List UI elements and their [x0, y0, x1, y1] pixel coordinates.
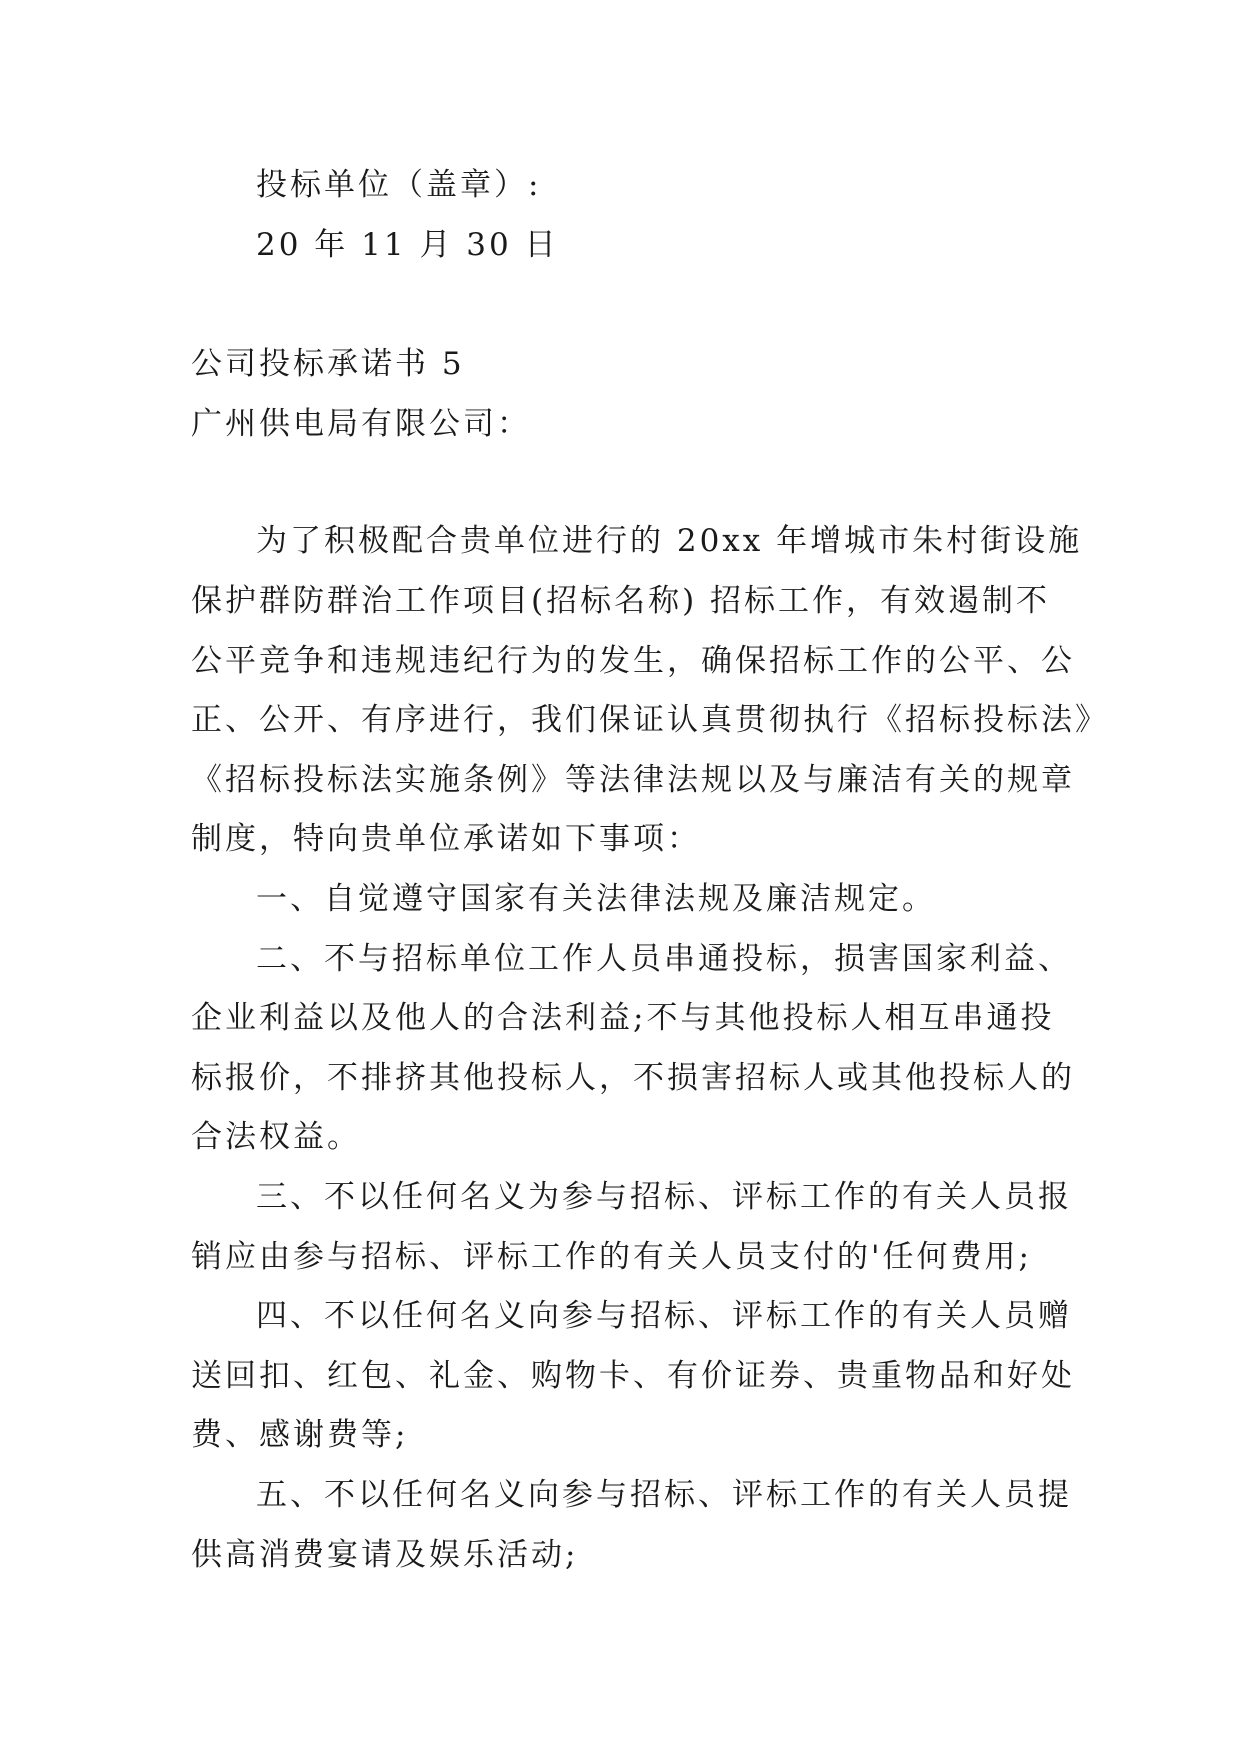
commitment-item-2: 二、不与招标单位工作人员串通投标，损害国家利益、: [256, 941, 1072, 977]
section-title: 公司投标承诺书 5: [191, 346, 465, 382]
body-line: 保护群防群治工作项目(招标名称) 招标工作，有效遏制不: [191, 583, 1051, 619]
commitment-item-4: 四、不以任何名义向参与招标、评标工作的有关人员赠: [256, 1298, 1072, 1334]
body-line: 送回扣、红包、礼金、购物卡、有价证券、贵重物品和好处: [191, 1358, 1075, 1394]
body-line: 供高消费宴请及娱乐活动;: [191, 1537, 579, 1573]
addressee: 广州供电局有限公司：: [191, 406, 531, 442]
body-line: 《招标投标法实施条例》等法律法规以及与廉洁有关的规章: [191, 762, 1075, 798]
body-line: 为了积极配合贵单位进行的 20xx 年增城市朱村街设施: [256, 523, 1083, 559]
body-line: 费、感谢费等;: [191, 1417, 409, 1453]
body-line: 销应由参与招标、评标工作的有关人员支付的'任何费用;: [191, 1239, 1032, 1275]
body-line: 制度，特向贵单位承诺如下事项：: [191, 821, 701, 857]
body-line: 正、公开、有序进行，我们保证认真贯彻执行《招标投标法》: [191, 702, 1109, 738]
body-line: 标报价，不排挤其他投标人，不损害招标人或其他投标人的: [191, 1060, 1075, 1096]
bidder-seal-label: 投标单位（盖章）:: [256, 167, 542, 203]
body-line: 合法权益。: [191, 1119, 361, 1155]
signature-date: 20 年 11 月 30 日: [256, 227, 559, 263]
commitment-item-5: 五、不以任何名义向参与招标、评标工作的有关人员提: [256, 1477, 1072, 1513]
body-line: 企业利益以及他人的合法利益;不与其他投标人相互串通投: [191, 1000, 1055, 1036]
commitment-item-1: 一、自觉遵守国家有关法律法规及廉洁规定。: [256, 881, 936, 917]
commitment-item-3: 三、不以任何名义为参与招标、评标工作的有关人员报: [256, 1179, 1072, 1215]
body-line: 公平竞争和违规违纪行为的发生，确保招标工作的公平、公: [191, 643, 1075, 679]
